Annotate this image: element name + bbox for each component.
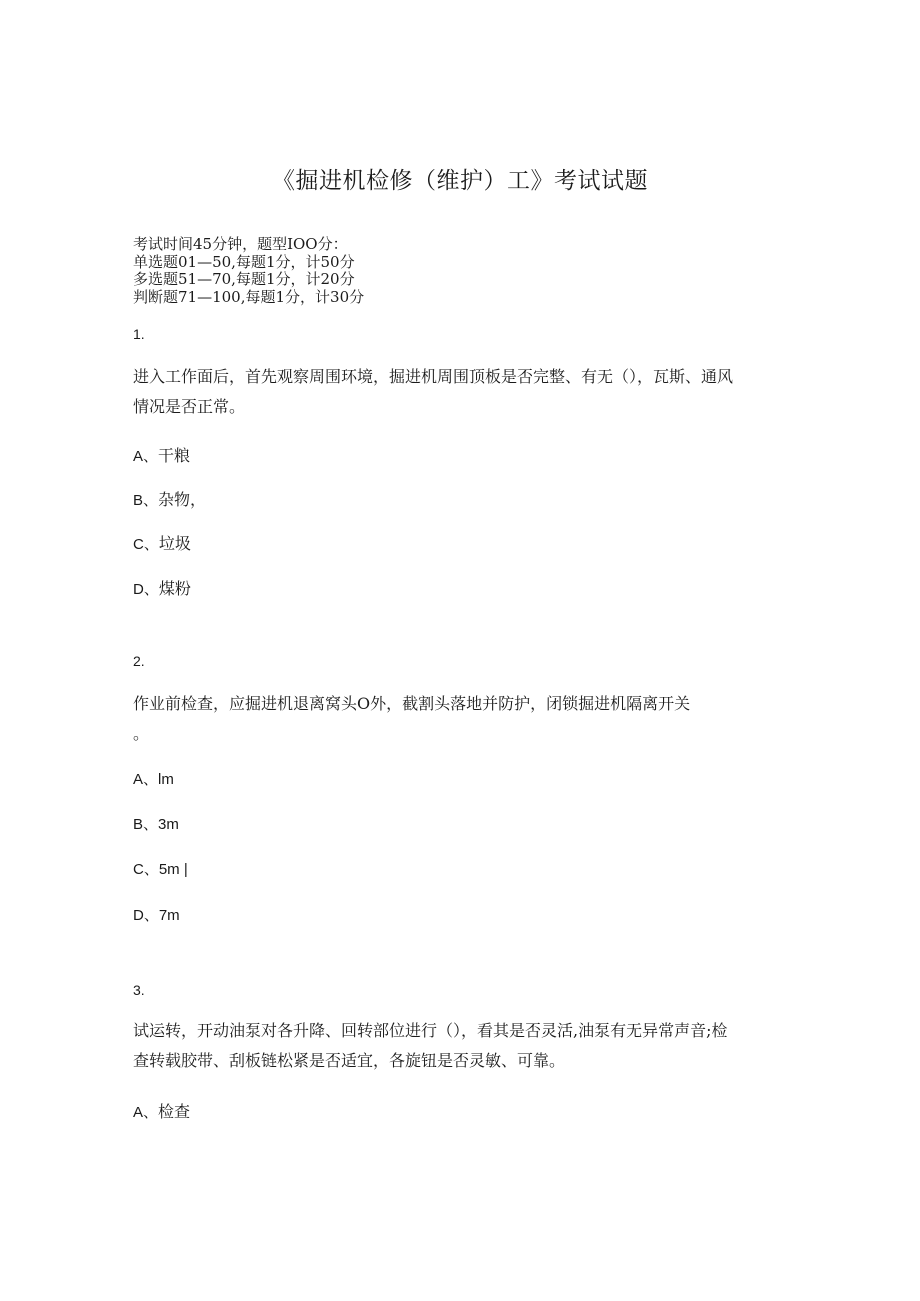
option-letter: D、 <box>133 907 159 924</box>
question-1-option-b <box>133 487 206 510</box>
exam-info-line: 判断题71—100,每题1分，计30分 <box>133 287 365 306</box>
option-letter: A、 <box>133 771 159 788</box>
option-text: 干粮 <box>158 446 191 465</box>
question-2-option-d <box>133 904 180 925</box>
question-2-option-a <box>133 768 174 789</box>
option-letter: B、 <box>133 492 159 509</box>
exam-info-line: 考试时间45分钟，题型IOO分： <box>133 235 348 253</box>
option-text: 检查 <box>158 1102 191 1121</box>
question-2-number: 2. <box>133 653 145 669</box>
question-2-option-c <box>133 858 188 879</box>
option-text: 3m <box>158 816 179 833</box>
question-1-option-a <box>133 443 190 466</box>
option-letter: D、 <box>133 581 159 598</box>
option-text: 杂物， <box>158 490 207 509</box>
question-1-option-d <box>133 576 191 599</box>
option-letter: C、 <box>133 861 159 878</box>
question-text-line: 作业前检查，应掘进机退离窝头O外，截割头落地并防护，闭锁掘进机隔离开关 <box>133 694 691 713</box>
question-2-text <box>133 689 793 749</box>
exam-info-line: 多选题51—70,每题1分，计20分 <box>133 270 355 288</box>
option-letter: B、 <box>133 816 159 833</box>
page-title: 《掘进机检修（维护）工》考试试题 <box>272 168 648 194</box>
option-text: 煤粉 <box>158 579 191 598</box>
option-letter: C、 <box>133 536 159 553</box>
question-text-line: 查转载胶带、刮板链松紧是否适宜，各旋钮是否灵敏、可靠。 <box>133 1051 566 1070</box>
question-text-line: 试运转，开动油泵对各升降、回转部位进行（），看其是否灵活,油泵有无异常声音;检 <box>133 1021 728 1040</box>
question-1-text <box>133 362 793 422</box>
exam-info-line: 单选题01—50,每题1分，计50分 <box>133 252 355 271</box>
question-text-line: 情况是否正常。 <box>133 397 246 416</box>
option-text: 垃圾 <box>158 534 191 553</box>
question-1-option-c <box>133 531 191 554</box>
question-text-line: 。 <box>133 724 150 743</box>
question-3-option-a <box>133 1099 190 1122</box>
option-letter: A、 <box>133 1104 159 1121</box>
option-text: lm <box>158 771 174 788</box>
exam-info <box>133 236 364 306</box>
question-3-text <box>133 1016 793 1076</box>
question-2-option-b <box>133 813 179 834</box>
question-text-line: 进入工作面后，首先观察周围环境，掘进机周围顶板是否完整、有无（），瓦斯、通风 <box>133 367 734 386</box>
option-text: 7m <box>158 907 180 924</box>
option-text: 5m | <box>158 861 188 878</box>
option-letter: A、 <box>133 448 159 465</box>
question-3-number: 3. <box>133 982 145 998</box>
question-1-number: 1. <box>133 326 145 342</box>
